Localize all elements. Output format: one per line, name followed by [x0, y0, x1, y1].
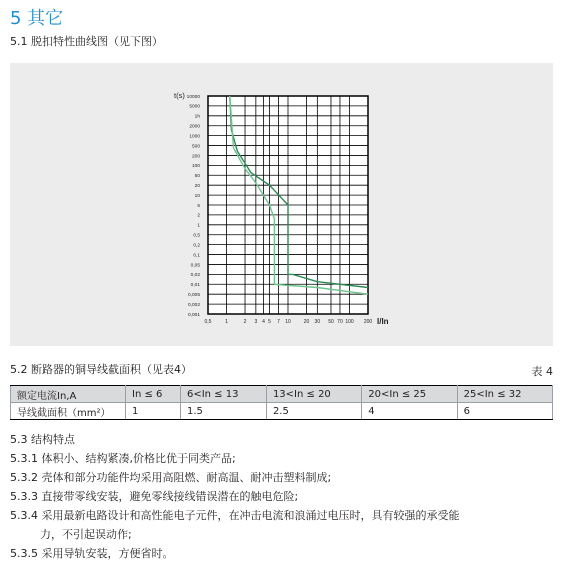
table-header-cell: In ≤ 6: [126, 386, 181, 403]
table-cell: 导线截面积（mm²）: [11, 403, 126, 420]
y-tick-label: 0,005: [187, 292, 200, 298]
y-tick-label: 0,05: [190, 263, 200, 269]
x-tick-label: 5: [268, 319, 271, 325]
table-header-cell: 25<In ≤ 32: [457, 386, 552, 403]
table-header-cell: 13<In ≤ 20: [266, 386, 361, 403]
table-cell: 2.5: [266, 403, 361, 420]
y-tick-label: 200: [191, 154, 200, 160]
y-tick-label: 0,5: [193, 233, 200, 239]
feature-item: 5.3.1 体积小、结构紧凑,价格比优于同类产品;: [10, 452, 236, 465]
table-header-row: [11, 386, 553, 403]
y-tick-label: 5: [197, 203, 200, 209]
x-tick-label: 200: [363, 319, 373, 325]
y-tick-label: 0,2: [193, 243, 200, 249]
y-tick-label: 1h: [194, 114, 200, 120]
y-tick-label: 0,1: [193, 253, 200, 259]
y-tick-label: 0,01: [190, 283, 200, 289]
y-tick-label: 0,001: [187, 312, 200, 318]
y-tick-label: 20: [194, 183, 200, 189]
x-tick-label: 3: [254, 319, 258, 325]
y-tick-label: 2: [197, 213, 200, 219]
y-tick-label: 50: [194, 174, 200, 180]
trip-curve-chart: [10, 63, 553, 346]
table-cell: 1.5: [180, 403, 266, 420]
trip-curve-svg: [10, 63, 553, 346]
x-tick-label: 50: [328, 319, 334, 325]
wire-section-table: [10, 385, 553, 420]
feature-item: 5.3.3 直接带零线安装，避免零线接线错误潜在的触电危险;: [10, 490, 299, 503]
table-cell: 1: [126, 403, 181, 420]
y-axis-label: t(s): [174, 91, 185, 100]
x-tick-label: 0,5: [204, 319, 212, 325]
table-number: 表 4: [531, 365, 553, 378]
y-tick-label: 2000: [189, 124, 200, 130]
table-cell: 6: [457, 403, 552, 420]
y-tick-label: 1000: [189, 134, 200, 140]
x-tick-label: 7: [277, 319, 280, 325]
x-tick-label: 100: [345, 319, 354, 325]
subsection-5-2-title: 5.2 断路器的铜导线截面积（见表4）: [10, 363, 192, 376]
feature-item: 5.3.2 壳体和部分功能件均采用高阻燃、耐高温、耐冲击塑料制成;: [10, 471, 332, 484]
table-row: [11, 403, 553, 420]
x-tick-label: 20: [303, 319, 310, 325]
y-tick-label: 1: [197, 223, 200, 229]
y-tick-label: 10: [194, 193, 200, 199]
features-title: 5.3 结构特点: [10, 433, 75, 446]
x-axis-label: I/In: [377, 317, 389, 326]
feature-item-continuation: 力，不引起误动作;: [40, 528, 132, 541]
y-tick-label: 0,02: [190, 273, 200, 279]
y-tick-label: 0,002: [187, 302, 200, 308]
x-tick-label: 4: [262, 319, 265, 325]
y-tick-label: 10000: [186, 94, 200, 100]
table-header-cell: 额定电流In,A: [11, 386, 126, 403]
table-header-cell: 6<In ≤ 13: [180, 386, 266, 403]
feature-item: 5.3.4 采用最新电路设计和高性能电子元件，在冲击电流和浪涌过电压时，具有较强的承受能: [10, 509, 460, 522]
y-tick-label: 500: [191, 144, 200, 150]
x-tick-label: 2: [243, 319, 247, 325]
x-tick-label: 10: [285, 319, 291, 325]
table-cell: 4: [362, 403, 457, 420]
x-tick-label: 1: [225, 319, 228, 325]
y-tick-label: 100: [191, 164, 200, 170]
subsection-5-1-title: 5.1 脱扣特性曲线图（见下图）: [10, 35, 163, 48]
section-heading: 5 其它: [10, 8, 64, 29]
y-tick-label: 5000: [189, 104, 200, 110]
x-tick-label: 30: [314, 319, 321, 325]
x-tick-label: 70: [337, 319, 343, 325]
table-header-cell: 20<In ≤ 25: [362, 386, 457, 403]
feature-item: 5.3.5 采用导轨安装，方便省时。: [10, 547, 174, 560]
features-section: [10, 430, 459, 563]
